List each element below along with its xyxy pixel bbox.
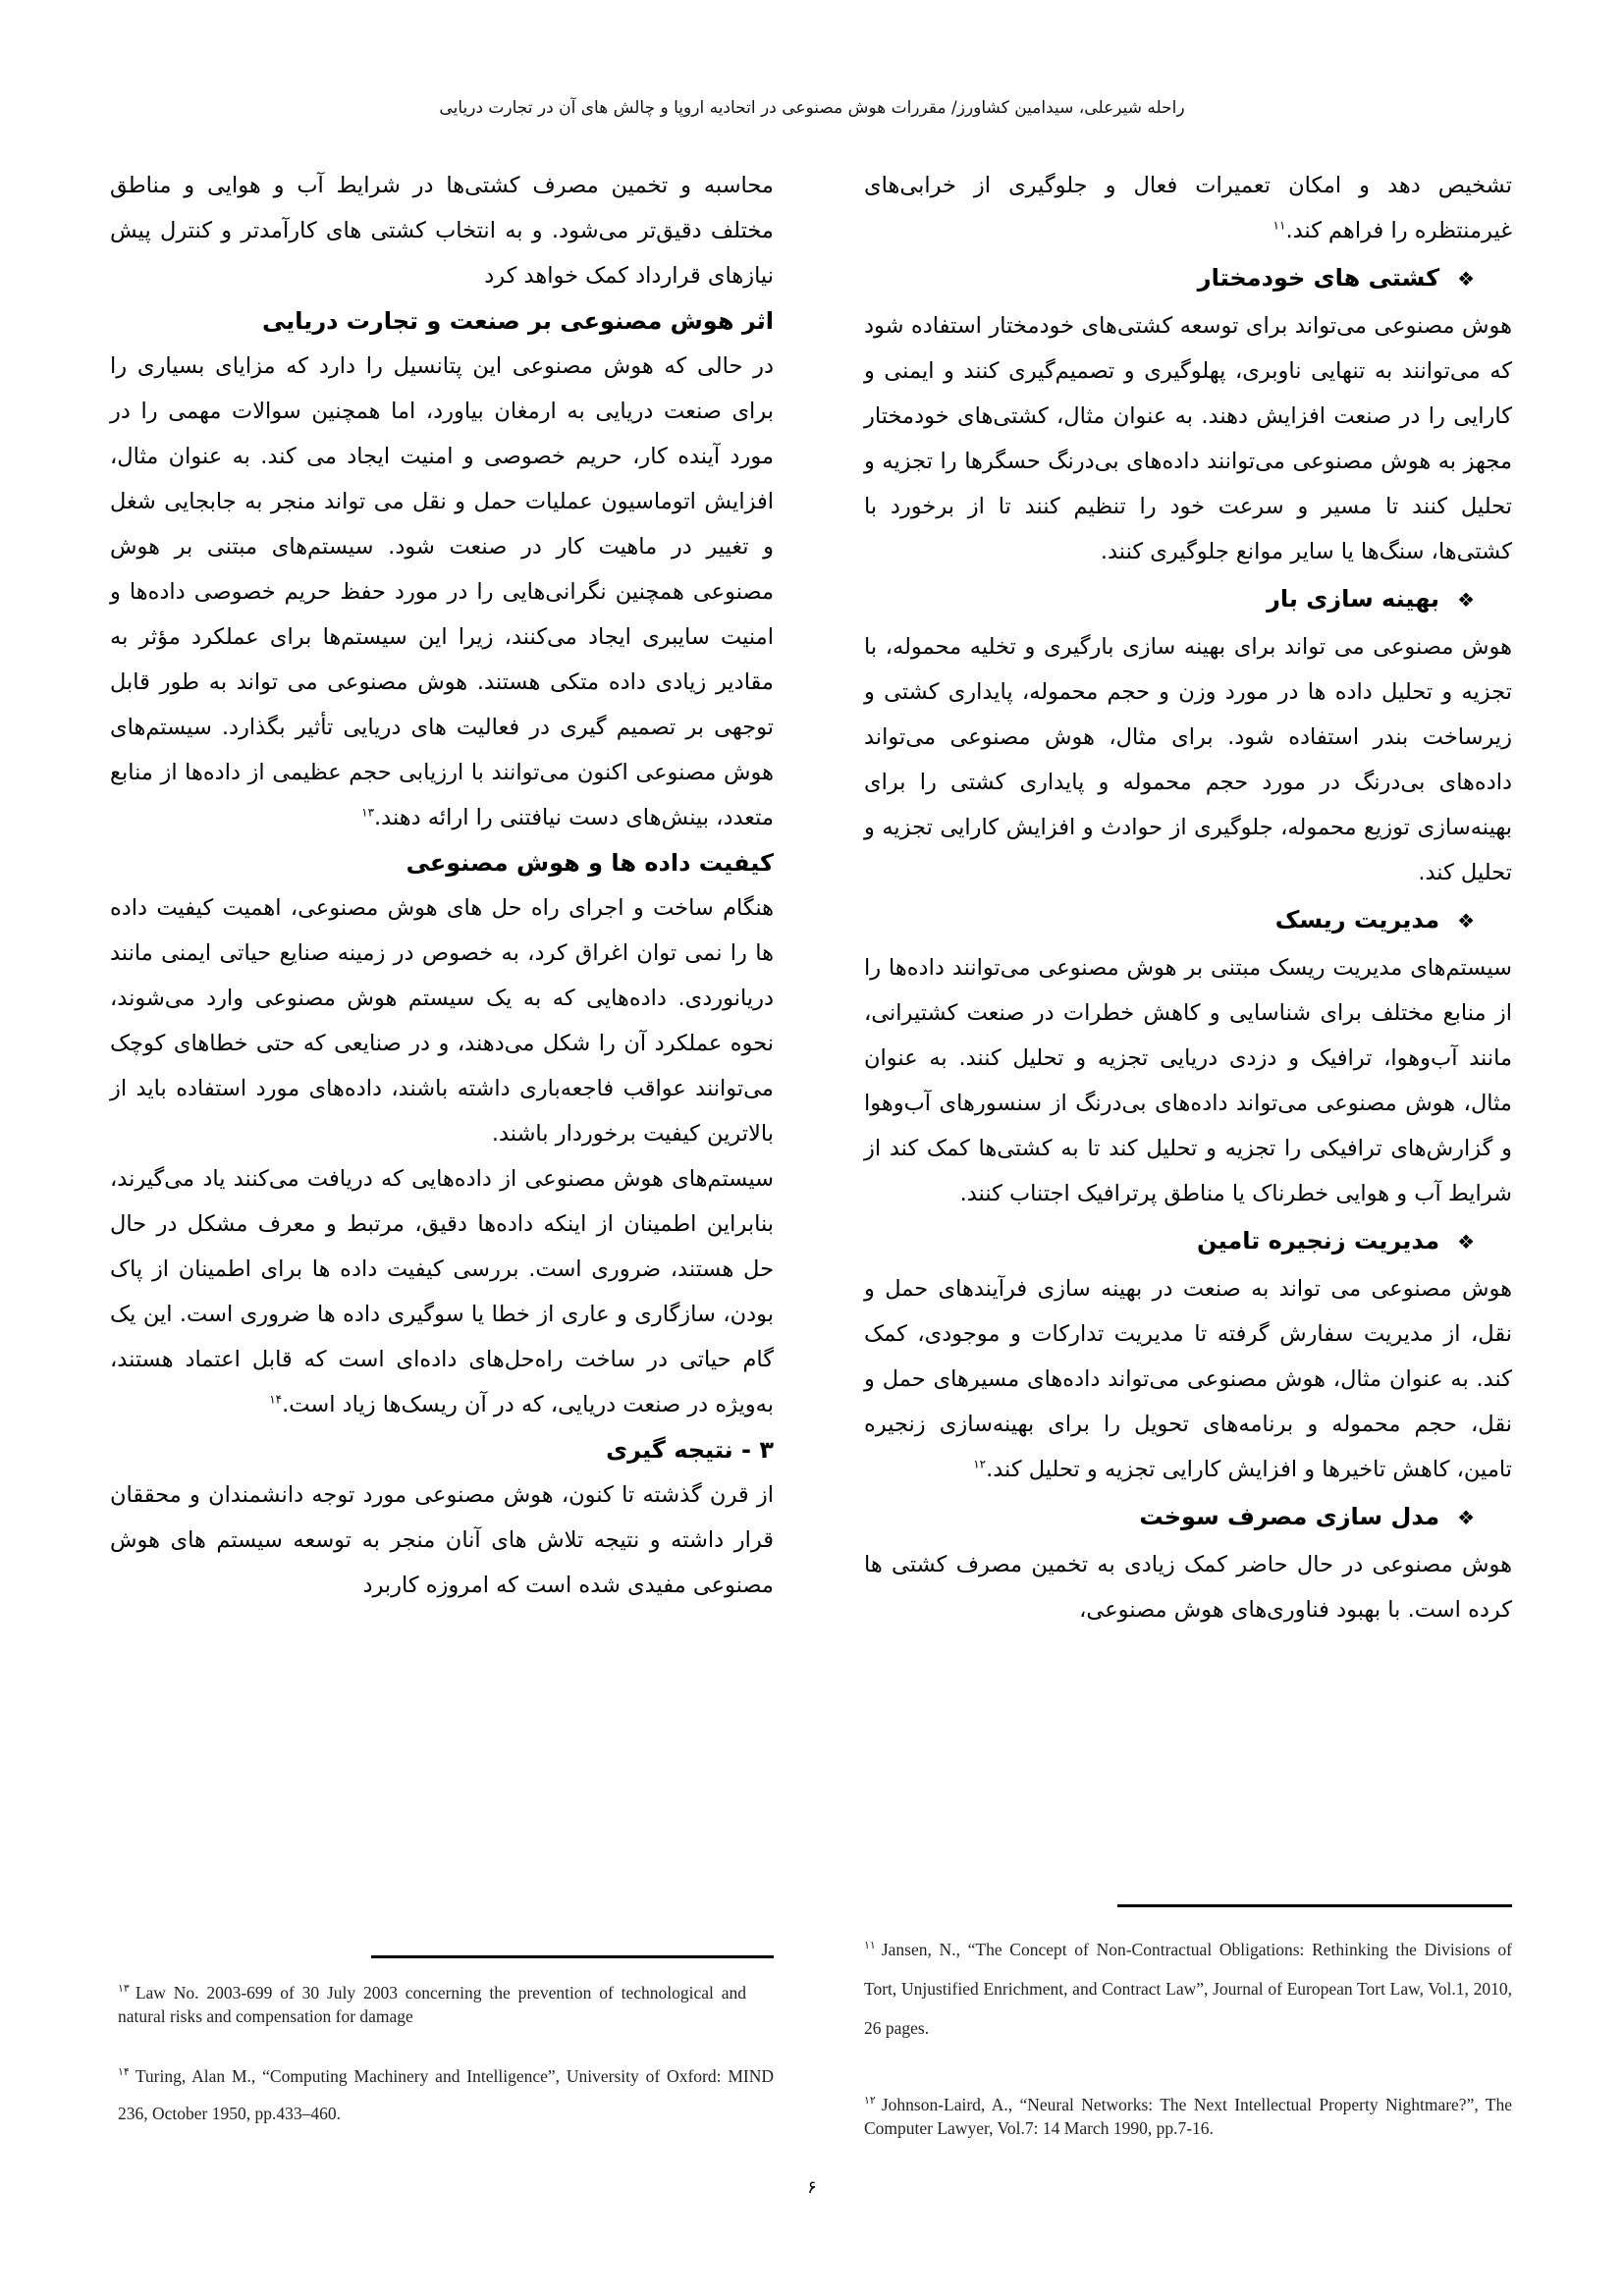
footnote-ref[interactable]: ۱۴ xyxy=(269,1392,283,1407)
body-text: هوش مصنوعی می تواند به صنعت در بهینه سازی فرآیندهای حمل و نقل، از مدیریت سفارش گرفته تا مدیریت تدارکات و موجودی، کمک کند. به عنوان مثال، هوش مصنوعی می‌تواند داده‌های مسیرهای حمل و نقل، حجم محموله و برنامه‌های تحویل را برای بهینه‌سازی زنجیره تامین، کاهش تاخیرها و افزایش کارایی تجزیه و تحلیل کند. xyxy=(864,1276,1512,1482)
footnote-text: Jansen, N., “The Concept of Non-Contractual Obligations: Rethinking the Divisions of Tort, Unjustified Enrichment, and Contract Law”, Journal of European Tort Law, Vol.1, 2010, 26 pages. xyxy=(864,1939,1512,2038)
section-body xyxy=(110,344,774,840)
footnote-ref[interactable]: ۱۳ xyxy=(361,805,375,820)
intro-paragraph xyxy=(864,163,1512,253)
footnote-number: ۱۱ xyxy=(864,1940,876,1951)
heading-text: کشتی های خودمختار xyxy=(1197,264,1440,292)
footnote-number: ۱۲ xyxy=(864,2095,876,2107)
footnote-11 xyxy=(864,1926,1512,2048)
section-heading: ۳ - نتیجه گیری xyxy=(606,1436,774,1464)
footnote-13 xyxy=(118,1977,746,2028)
section-body xyxy=(864,1266,1512,1492)
body-text: در حالی که هوش مصنوعی این پتانسیل را دارد که مزایای بسیاری را برای صنعت دریایی به ارمغان بیاورد، اما همچنین سوالات مهمی را در مورد آینده کار، حریم خصوصی و امنیت ایجاد می کند. به عنوان مثال، افزایش اتوماسیون عملیات حمل و نقل می تواند منجر به جابجایی شغل و تغییر در ماهیت کار در صنعت شود. سیستم‌های مبتنی بر هوش مصنوعی همچنین نگرانی‌هایی را در مورد حفظ حریم خصوصی داده‌ها و امنیت سایبری ایجاد می‌کنند، زیرا این سیستم‌ها برای عملکرد مؤثر به مقادیر زیادی داده متکی هستند. هوش مصنوعی می تواند به طور قابل توجهی بر تصمیم گیری در فعالیت های دریایی تأثیر بگذارد. سیستم‌های هوش مصنوعی اکنون می‌توانند با ارزیابی حجم عظیمی از داده‌ها از منابع متعدد، بینش‌های دست نیافتنی را ارائه دهند. xyxy=(110,353,774,830)
section-body: از قرن گذشته تا کنون، هوش مصنوعی مورد توجه دانشمندان و محققان قرار داشته و نتیجه تلاش های آنان منجر به توسعه سیستم های هوش مصنوعی مفیدی شده است که امروزه کاربرد xyxy=(110,1482,774,1598)
footnote-number: ۱۳ xyxy=(118,1983,130,1995)
footnote-14 xyxy=(118,2054,774,2132)
section-heading xyxy=(864,1218,1512,1264)
footnote-12 xyxy=(864,2089,1512,2140)
section-heading xyxy=(864,1494,1512,1540)
footnote-text: Johnson-Laird, A., “Neural Networks: The Next Intellectual Property Nightmare?”, The Computer Lawyer, Vol.7: 14 March 1990, pp.7-16. xyxy=(864,2094,1512,2138)
intro-text: تشخیص دهد و امکان تعمیرات فعال و جلوگیری از خرابی‌های غیرمنتظره را فراهم کند. xyxy=(864,173,1512,243)
page-number: ۶ xyxy=(807,2177,817,2198)
section-body xyxy=(110,1156,774,1427)
footnote-divider xyxy=(1117,1904,1512,1907)
heading-text: مدیریت ریسک xyxy=(1274,906,1440,934)
section-heading: کیفیت داده ها و هوش مصنوعی xyxy=(406,849,774,877)
section-heading xyxy=(864,255,1512,301)
footnote-number: ۱۴ xyxy=(118,2066,130,2078)
running-header: راحله شیرعلی، سیدامین کشاورز/ مقررات هوش مصنوعی در اتحادیه اروپا و چالش های آن در تجارت دریایی xyxy=(439,98,1185,118)
continuation-paragraph: محاسبه و تخمین مصرف کشتی‌ها در شرایط آب و هوایی و مناطق مختلف دقیق‌تر می‌شود. و به انتخاب کشتی های کارآمدتر و کنترل پیش نیازهای قرارداد کمک خواهد کرد xyxy=(110,173,774,289)
left-column xyxy=(110,163,774,1608)
section-heading: اثر هوش مصنوعی بر صنعت و تجارت دریایی xyxy=(262,307,774,335)
diamond-cluster-icon: ❖ xyxy=(1457,267,1475,291)
footnote-text: Turing, Alan M., “Computing Machinery and Intelligence”, University of Oxford: MIND 236, October 1950, pp.433–460. xyxy=(118,2065,774,2123)
section-heading xyxy=(864,897,1512,943)
heading-text: مدیریت زنجیره تامین xyxy=(1196,1227,1440,1255)
footnote-ref[interactable]: ۱۲ xyxy=(973,1457,987,1471)
heading-text: مدل سازی مصرف سوخت xyxy=(1139,1503,1440,1530)
diamond-cluster-icon: ❖ xyxy=(1457,588,1475,612)
heading-text: بهینه سازی بار xyxy=(1267,585,1440,613)
section-heading xyxy=(864,576,1512,622)
footnote-divider xyxy=(371,1955,774,1958)
section-body: هوش مصنوعی در حال حاضر کمک زیادی به تخمین مصرف کشتی ها کرده است. با بهبود فناوری‌های هوش مصنوعی، xyxy=(864,1552,1512,1623)
right-column xyxy=(864,163,1512,1632)
diamond-cluster-icon: ❖ xyxy=(1457,1506,1475,1529)
section-body: هوش مصنوعی می‌تواند برای توسعه کشتی‌های خودمختار استفاده شود که می‌توانند به تنهایی ناوبری، پهلوگیری و تصمیم‌گیری کنند و ایمنی و کارایی را در صنعت افزایش دهند. به عنوان مثال، کشتی‌های خودمختار مجهز به هوش مصنوعی می‌توانند داده‌های بی‌درنگ حسگرها را تجزیه و تحلیل کنند تا مسیر و سرعت خود را تنظیم کنند تا از برخورد با کشتی‌ها، سنگ‌ها یا سایر موانع جلوگیری کنند. xyxy=(864,313,1512,564)
section-body: هوش مصنوعی می تواند برای بهینه سازی بارگیری و تخلیه محموله، با تجزیه و تحلیل داده ها در مورد وزن و حجم محموله، پایداری کشتی و زیرساخت بندر استفاده شود. برای مثال، هوش مصنوعی می‌تواند داده‌های بی‌درنگ در مورد حجم محموله و پایداری کشتی را برای بهینه‌سازی توزیع محموله، جلوگیری از حوادث و افزایش کارایی تجزیه و تحلیل کند. xyxy=(864,634,1512,885)
footnote-ref[interactable]: ۱۱ xyxy=(1272,218,1286,233)
diamond-cluster-icon: ❖ xyxy=(1457,1230,1475,1254)
section-body: سیستم‌های مدیریت ریسک مبتنی بر هوش مصنوعی می‌توانند داده‌ها را از منابع مختلف برای شناسایی و کاهش خطرات در صنعت کشتیرانی، مانند آب‌وهوا، ترافیک و دزدی دریایی تجزیه و تحلیل کنند. به عنوان مثال، هوش مصنوعی می‌تواند داده‌های بی‌درنگ از سنسورهای آب‌وهوا و گزارش‌های ترافیکی را تجزیه و تحلیل کند تا به کشتی‌ها کمک کند از شرایط آب و هوایی خطرناک یا مناطق پرترافیک اجتناب کنند. xyxy=(864,955,1512,1206)
section-body: هنگام ساخت و اجرای راه حل های هوش مصنوعی، اهمیت کیفیت داده ها را نمی توان اغراق کرد، به خصوص در زمینه صنایع حیاتی ایمنی مانند دریانوردی. داده‌هایی که به یک سیستم هوش مصنوعی وارد می‌شوند، نحوه عملکرد آن را شکل می‌دهند، و در صنایعی که حتی خطاهای کوچک می‌توانند عواقب فاجعه‌باری داشته باشند، داده‌های مورد استفاده باید از بالاترین کیفیت برخوردار باشند. xyxy=(110,895,774,1147)
body-text: سیستم‌های هوش مصنوعی از داده‌هایی که دریافت می‌کنند یاد می‌گیرند، بنابراین اطمینان از اینکه داده‌ها دقیق، مرتبط و معرف مشکل در حال حل هستند، ضروری است. بررسی کیفیت داده ها برای اطمینان از پاک بودن، سازگاری و عاری از خطا یا سوگیری داده ها ضروری است. این یک گام حیاتی در ساخت راه‌حل‌های داده‌ای است که قابل اعتماد هستند، به‌ویژه در صنعت دریایی، که در آن ریسک‌ها زیاد است. xyxy=(110,1166,774,1417)
footnote-text: Law No. 2003-699 of 30 July 2003 concerning the prevention of technological and natural risks and compensation for damage xyxy=(118,1982,746,2026)
diamond-cluster-icon: ❖ xyxy=(1457,909,1475,933)
